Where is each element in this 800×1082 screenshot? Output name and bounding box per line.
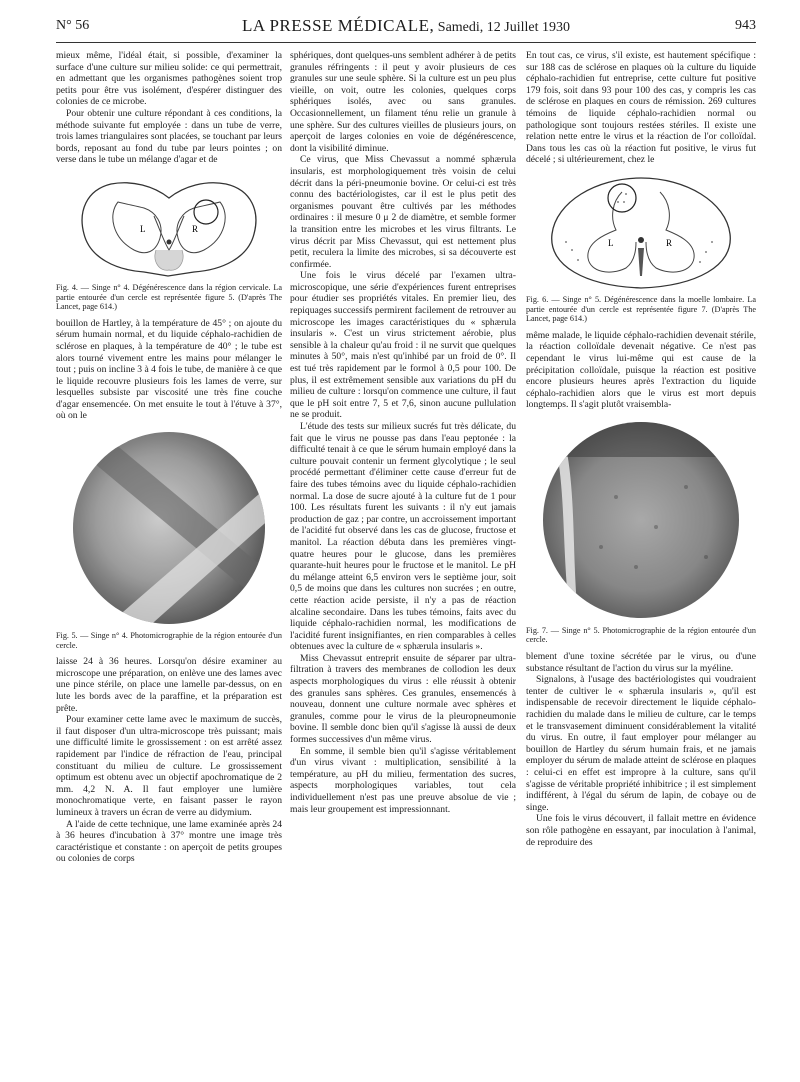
photomicrograph-fig7: [526, 417, 756, 623]
journal-masthead: [56, 16, 756, 36]
spinal-cord-drawing: [56, 172, 282, 280]
figure-5-caption: Fig. 5. — Singe n° 4. Photomicrographie de la région entourée d'un cercle.: [56, 631, 282, 650]
paragraph: même malade, le liquide céphalo-rachidien devenait stérile, la réaction colloïdale devenait négative. Ce n'est pas cependant le virus lui-même qui est cause de la précipitation colloïdale, puisque la réaction est positive encore plusieurs heures après l'extraction du liquide céphalo-rachidien alors que le virus est mort depuis longtemps. Il s'agit plutôt vraisembla-: [526, 329, 756, 411]
photomicrograph-fig5: [56, 428, 282, 628]
figure-5: [56, 428, 282, 650]
figure-7-caption: Fig. 7. — Singe n° 5. Photomicrographie de la région entourée d'un cercle.: [526, 625, 756, 645]
paragraph: Une fois le virus découvert, il fallait mettre en évidence son rôle pathogène en essayant, par inoculation à l'animal, de reproduire des: [526, 813, 756, 848]
paragraph: Miss Chevassut entreprit ensuite de séparer par ultra-filtration à travers des membranes de collodion les deux aspects morphologiques du virus : elle réussit à obtenir des granules sans sphères. Ces granules, ensemencés à nouveau, donnent une culture normale avec sphères et granules, comme pour le virus de la pleuropneumonie bovine. Il semble donc bien qu'il s'agisse là aussi de deux formes successives d'un même virus.: [290, 652, 516, 746]
paragraph: bouillon de Hartley, à la température de 45° ; on ajoute du sérum humain normal, et du liquide céphalo-rachidien de sclérose en plaques, à la température de 40° ; le tube est alors tourné vivement entre les mains pour mélanger le tout ; puis on incline 3 à 4 fois le tube, de manière à ce que le liquide recouvre plusieurs fois les lames de verre, sur lesquelles subsiste par viscosité une très fine couche d'agar ensemencée. On met ensuite le tout à l'étuve à 37°, où on le: [56, 317, 282, 422]
paragraph: L'étude des tests sur milieux sucrés fut très délicate, du fait que le virus ne pousse pas dans l'eau peptonée : la difficulté tenait à ce que le sérum humain employé dans la culture pouvait contenir un ferment glycolytique ; le seul procédé permettant d'éliminer cette cause d'erreur fut de faire des tubes témoins avec du liquide céphalo-rachidien normal. La dose de sucre ajouté à la culture fut de 1 pour 100. Les résultats furent les suivants : il n'y eut jamais production de gaz ; par contre, un accroissement important de l'acidité fut observé dans les cas de glucose, fructose et manitol. La réaction débuta dans les premières vingt-quatre heures pour le glucose, dans les premières quarante-huit heures pour le fructose et le manitol. Le pH du mélange atteint 6,5 environ vers le septième jour, soit 0,5 de moins que dans les cultures non sucrées ; en outre, cette réaction acide persiste, il n'y a pas de réaction alcaline secondaire. Dans les tubes témoins, faits avec du liquide céphalo-rachidien normal, les modifications de l'acidité furent insignifiantes, en rien comparables à celles obtenues avec la culture de « sphærula insularis ».: [290, 421, 516, 653]
spinal-cord-drawing-lumbar: [526, 172, 756, 292]
paragraph: A l'aide de cette technique, une lame examinée après 24 à 36 heures d'incubation à 37° montre une image très caractéristique et constante : on aperçoit de petits groupes ou colonies de corps: [56, 818, 282, 865]
figure-4: [56, 172, 282, 312]
figure-7: [526, 417, 756, 645]
column-3: [526, 50, 756, 1072]
drawing-label-l: L: [140, 223, 146, 234]
paragraph: Pour obtenir une culture répondant à ces conditions, la méthode suivante fut employée : dans un tube de verre, trois lames triangulaires sont placées, se touchant par leurs bords, reposant au fond du tube par leurs pointes ; on verse dans le tube un mélange d'agar et de: [56, 107, 282, 166]
paragraph: Ce virus, que Miss Chevassut a nommé sphærula insularis, est morphologiquement très voisin de celui décrit dans la péri-pneumonie bovine. Or celui-ci est très connu des bactériologistes, car il est le plus petit des organismes pouvant être cultivés par les méthodes ordinaires : il mesure 0 μ 2 de diamètre, et semble former la transition entre les microbes et les virus filtrants. Le virus décrit par Miss Chevassut, qui est nettement plus petit, reculera la limite des microbes, si sa découverte est confirmée.: [290, 154, 516, 270]
drawing-label-l: L: [608, 237, 614, 248]
page-header: [56, 14, 756, 43]
paragraph: Pour examiner cette lame avec le maximum de succès, il faut disposer d'un ultra-microscope très puissant; mais une difficulté limite le grossissement : on est arrêté assez rapidement par l'indice de réfraction de l'eau, principal constituant du milieu de culture. Le grossissement optimum est obtenu avec un objectif apochromatique de 2 mm. 4,2 N. A. Il faut employer une lumière monochromatique verte, en faisant passer le rayon lumineux à travers un écran de verre au didymium.: [56, 714, 282, 818]
figure-4-caption: Fig. 4. — Singe n° 4. Dégénérescence dans la région cervicale. La partie entourée d'un cercle est représentée figure 5. (D'après The Lancet, page 614.): [56, 282, 282, 312]
paragraph: mieux même, l'idéal était, si possible, d'examiner la surface d'une culture sur milieu solide: ce qui permettrait, en admettant que les organismes pathogènes soient trop petits pour être vus isolément, d'espérer distinguer des colonies de ce microbe.: [56, 50, 282, 108]
paragraph: Une fois le virus décelé par l'examen ultra-microscopique, une série d'expériences furent entreprises pour étudier ses propriétés vitales. En premier lieu, des repiquages successifs permirent facilement de retrouver au microscope les images caractéristiques du « sphærula insularis ». C'est un virus strictement aérobie, plus sensible à la chaleur qu'au froid : il ne survit que quelques minutes à 50°, mais n'est qu'inhibé par un froid de 0°. Il est tué très rapidement par le formol à 0,5 pour 100. De plus, il est extrêmement sensible aux variations du pH du milieu de culture : lorsqu'on commence une culture, il faut que le pH soit entre 7, 5 et 7,6, sinon aucune pullulation ne se produit.: [290, 270, 516, 421]
paragraph: En tout cas, ce virus, s'il existe, est hautement spécifique : sur 188 cas de sclérose en plaques où la culture du liquide céphalo-rachidien fut entreprise, cette culture fut positive 179 fois, soit dans 93 pour 100 des cas, y compris les cas de sclérose en plaques en cours de rémission. 269 cultures témoins de liquide céphalo-rachidien normal ou pathologique sont toujours restées stériles. Il existe une relation nette entre le virus et la réaction de l'or colloïdal. Dans tous les cas où la réaction fut positive, le virus fut décelé ; si ultérieurement, chez le: [526, 50, 756, 166]
figure-6: [526, 172, 756, 324]
drawing-label-r: R: [666, 237, 673, 248]
paragraph: laisse 24 à 36 heures. Lorsqu'on désire examiner au microscope une préparation, on enlève une des lames avec une pince stérile, on place une lamelle par-dessus, on en lute les bords avec de la paraffine, et la préparation est prête.: [56, 656, 282, 714]
drawing-label-r: R: [192, 223, 199, 234]
column-1: [56, 50, 282, 1072]
figure-6-caption: Fig. 6. — Singe n° 5. Dégénérescence dans la moelle lombaire. La partie entourée d'un cercle est représentée figure 7. (D'après The Lancet, page 614.): [526, 294, 756, 324]
paragraph: En somme, il semble bien qu'il s'agisse véritablement d'un virus vivant : multiplication, sensibilité à la température, au pH du milieu, fermentation des sucres, aspects morphologiques variables, tout cela individuellement n'est pas une preuve absolue de vie ; mais leur groupement est impressionnant.: [290, 745, 516, 815]
issue-date: Samedi, 12 Juillet 1930: [434, 20, 570, 35]
paragraph: sphériques, dont quelques-uns semblent adhérer à de petits granules réfringents : il peut y avoir plusieurs de ces granules sur une seule sphère. Si la culture est un peu plus vieille, on voit, outre les colonies, quelques corps sphériques isolés, avec ou sans granules. Occasionnellement, un filament ténu relie un granule à une sphère. Sur des cultures vieilles de plusieurs jours, on aperçoit de larges colonies en voie de dégénérescence, dont la visibilité diminue.: [290, 50, 516, 154]
paragraph: Signalons, à l'usage des bactériologistes qui voudraient tenter de cultiver le « sphærula insularis », qu'il est indispensable de recevoir directement le liquide céphalo-rachidien du malade dans le milieu de culture, car le temps et le transvasement diminuent considérablement la vitalité du virus. En outre, il faut employer pour mélanger au bouillon de Hartley du sérum humain frais, et ne jamais employer du sérum de malade atteint de sclérose en plaques : celui-ci en effet est impropre à la culture, sans qu'il s'agisse de véritable propriété inhibitrice ; il est simplement indifférent, à l'égal du sérum de lapin, de cobaye ou de singe.: [526, 674, 756, 813]
column-2: [290, 50, 516, 1072]
paragraph: blement d'une toxine sécrétée par le virus, ou d'une substance résultant de l'action du virus sur la myéline.: [526, 651, 756, 674]
issue-number: N° 56: [56, 18, 90, 33]
journal-title: LA PRESSE MÉDICALE,: [242, 16, 435, 35]
page-number: 943: [735, 18, 756, 33]
